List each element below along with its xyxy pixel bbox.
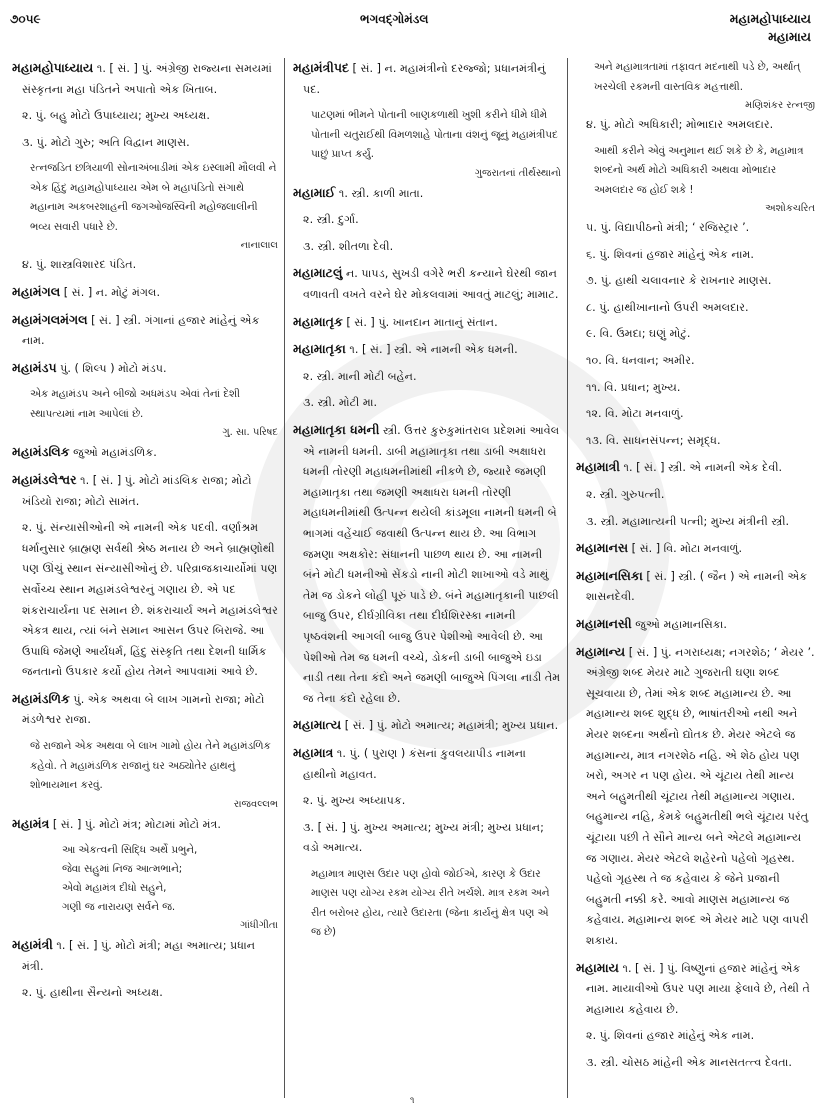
citation-source: ગાંધીગીતા <box>240 920 278 932</box>
sense: ૩. [ સં. ] પું. મુખ્ય અમાત્ય; મુખ્ય મંત્રી; મુખ્ય પ્રધાન; વડો અમાત્ય. <box>303 820 544 855</box>
sense: ૨. સ્ત્રી. ગુરુપત્ની. <box>586 488 665 502</box>
citation-quote: અને મહામાત્રતામાં તફાવત મદનાથી પડે છે, અર્થાત્ ખરચેલી રકમની વાસ્તવિક મહત્તાથી. <box>594 61 801 93</box>
definition: [ સં. ] પું. ખાનદાન માતાનું સંતાન. <box>342 315 498 329</box>
book-title: ભગવદ્ગોમંડલ <box>360 12 429 26</box>
sense: ૩. સ્ત્રી. મહામાત્યની પત્ની; મુખ્ય મંત્રીની સ્ત્રી. <box>586 514 790 528</box>
headword: મહામાટલું <box>293 265 343 281</box>
definition: [ સં. ] સ્ત્રી. ગંગાનાં હજાર માંહેનું એક નામ. <box>22 313 260 348</box>
dictionary-entry <box>293 339 561 361</box>
headword: મહામાત્રી <box>576 459 620 475</box>
dictionary-entry <box>12 689 278 731</box>
definition: [ સં. ] વિ. મોટા મનવાળું. <box>628 542 743 556</box>
page-number: ૭૦૫૯ <box>10 12 41 26</box>
sense: ૪. પું. શાસ્ત્રવિશારદ પંડિત. <box>22 258 137 272</box>
poem-line: જેવા સહુમાં નિજ આત્મભાને; <box>62 863 183 876</box>
headword: મહામાતૃકા ધમની <box>293 422 380 438</box>
sense: ૨. પું. સંન્યાસીઓની એ નામની એક પદવી. વર્ણાશ્રમ ધર્માનુસાર બ્રાહ્મણ સર્વથી શ્રેષ્ઠ મનાય છે અને બ્રાહ્મણોથી પણ ઊંચું સ્થાન સંન્યાસીઓનું છે. પરિવ્રાજકાચાર્યોમાં પણ સર્વોચ્ચ સ્થાન મહામંડલેશ્વરનું ગણાય છે. એ પદ શંકરાચાર્યના પદ સમાન છે. શંકરાચાર્ય અને મહામંડલેશ્વર એકત્ર થાય, ત્યાં બંને સમાન આસન ઉપર બિરાજે. આ ઉપાધિ જેમણે આર્યધર્મ, હિંદુ સંસ્કૃતિ તથા દેશની ધાર્મિક જનતાનો ઉપકાર કર્યો હોય તેમને આપવામાં આવે છે. <box>22 521 278 679</box>
citation-source: રાજવલ્લભ <box>233 798 278 810</box>
dictionary-entry <box>576 457 815 479</box>
headword: મહામંગલ <box>12 283 61 299</box>
sense: ૧૧. વિ. પ્રધાન; મુખ્ય. <box>586 380 681 394</box>
sense: ૧૦. વિ. ધનવાન; અમીર. <box>586 354 695 368</box>
headword: મહામાનસી <box>576 616 632 631</box>
dictionary-entry <box>12 470 278 512</box>
footer-mark: ૧ <box>410 1096 415 1106</box>
dictionary-entry <box>293 420 561 709</box>
headword: મહામાઈ <box>293 184 336 200</box>
sense: ૪. પું. મોટો અધિકારી; મોભાદાર અમલદાર. <box>586 118 774 131</box>
poem-line: ગણી જ નારાયણ સર્વને જ. <box>62 901 176 914</box>
headword: મહામંડપ <box>12 359 57 375</box>
dictionary-entry <box>12 442 278 464</box>
definition: ૧. [ સં. ] પું. મોટો મંત્રી; મહા અમાત્ય; પ્રધાન મંત્રી. <box>22 939 256 973</box>
dictionary-entry <box>293 715 561 737</box>
dictionary-entry <box>12 310 278 352</box>
headword: મહામંડલેશ્વર <box>12 471 77 487</box>
dictionary-entry <box>576 614 815 636</box>
sense: ૨. પું. શિવનાં હજાર માંહેનું એક નામ. <box>586 1029 755 1043</box>
headword: મહામાનસિકા <box>576 567 643 583</box>
sense: ૧૩. વિ. સાધનસંપન્ન; સમૃદ્ધ. <box>586 433 721 447</box>
headword: મહામાનસ <box>576 540 629 556</box>
headword: મહામાય <box>576 959 619 975</box>
citation-quote: પાટણમાં ભીમને પોતાની બાણકળાથી ખુશી કરીને ધીમે ધીમે પોતાની ચતુરાઈથી વિમળશાહે પોતાના વંશનું જૂનું મહામંત્રીપદ પાછું પ્રાપ્ત કર્યું. <box>311 109 558 161</box>
definition: સ્ત્રી. ઉત્તર કુરુકુમાંતરાલ પ્રદેશમાં આવેલ એ નામની ધમની. ડાબી મહામાતૃકા તથા ડાબી અક્ષાધરા ધમની તોરણી મહાધમનીમાંથી નીકળે છે, જ્યારે જમણી મહામાતૃકા તથા જમણી અક્ષાધરા ધમની તોરણી મહાધમનીમાંથી ઉત્પન્ન થયેલી કાંડમૂલા નામની ધમની બે ભાગમાં વહેંચાઈ જવાથી ઉત્પન્ન થાય છે. આ વિભાગ જમણા અક્ષકોર: સંધાનની પાછળ થાય છે. આ નામની બંને મોટી ધમનીઓ સેંકડો નાની મોટી શાખાઓ વડે માથું તેમ જ ડોકને લોહી પૂરું પાડે છે. બંને મહામાતૃકાની પાછલી બાજુ ઉપર, દીર્ઘગ્રીવિકા તથા દીર્ઘશિરસ્કા નામની પૃષ્ઠવંશની આગલી બાજુ ઉપર પેશીઓ આવેલી છે. આ પેશીઓ તેમ જ ધમની વચ્ચે, ડોકની ડાબી બાજુએ ઇડા નાડી તથા તેના કંદો અને જમણી બાજુએ પિંગલા નાડી તેમ જ તેના કંદો રહેલા છે. <box>303 424 561 705</box>
headword: મહામંત્ર <box>12 815 50 831</box>
citation-source: ગુ. સા. પરિષદ <box>222 427 278 439</box>
column-2 <box>284 58 568 1098</box>
headword: મહામહોપાધ્યાય <box>12 60 94 75</box>
sense: ૨. પું. હાથીના સૈન્યનો અધ્યક્ષ. <box>22 986 163 1000</box>
poem-line: એવો મહામંત્ર દીધો સહુને, <box>62 882 167 895</box>
dictionary-entry <box>12 282 278 304</box>
guide-words <box>730 10 811 46</box>
dictionary-entry <box>12 814 278 836</box>
definition: પું. એક અથવા બે લાખ ગામનો રાજા; મોટો મંડળેશ્વર રાજા. <box>22 692 265 727</box>
sense: ૬. પું. શિવનાં હજાર માંહેનું એક નામ. <box>586 247 754 261</box>
column-1 <box>6 58 284 1098</box>
citation-quote: જે રાજાને એક અથવા બે લાખ ગામો હોય તેને મહામંડળિક કહેવો. તે મહામંડળિક રાજાનું ઘર અઠ્યોતેર હાથનું શોભાયમાન કરવું. <box>30 740 271 792</box>
dictionary-entry <box>576 566 815 608</box>
poem-line: આ એકત્વની સિદ્ધિ અર્થે પ્રભુને, <box>62 844 198 857</box>
definition: ૧. [ સં. ] પું. અંગ્રેજી રાજ્યના સમયમાં સંસ્કૃતના મહા પંડિતને અપાતો એક ખિતાબ. <box>22 62 272 96</box>
definition: [ સં. ] ન. મહામંત્રીનો દરજ્જો; પ્રધાનમંત્રીનું પદ. <box>303 62 546 96</box>
dictionary-entry <box>576 642 815 952</box>
definition: પું. ( શિલ્પ ) મોટો મંડપ. <box>56 361 167 375</box>
dictionary-entry <box>293 183 561 205</box>
definition: ૧. [ સં. ] પું. વિષ્ણુનાં હજાર માંહેનું એક નામ. માયાવીઓ ઉપર પણ માયા ફેલાવે છે, તેથી તે મહામાય કહેવાય છે. <box>586 961 810 1016</box>
sense: ૭. પું. હાથી ચલાવનાર કે રાખનાર માણસ. <box>586 274 772 288</box>
headword: મહામંત્રીપદ <box>293 60 349 75</box>
definition: [ સં. ] પું. મોટો મંત્ર; મોટામાં મોટો મંત્ર. <box>49 817 221 831</box>
definition: ૧. [ સં. ] પું. મોટો માંડલિક રાજા; મોટો ખંડિયો રાજા; મોટો સામંત. <box>22 473 252 508</box>
dictionary-entry <box>12 58 278 100</box>
dictionary-entry <box>293 263 561 305</box>
definition: ૧. [ સં. ] સ્ત્રી. એ નામની એક દેવી. <box>619 461 783 475</box>
citation-source: મણિશંકર રત્નજી <box>745 100 815 111</box>
sense: ૮. પું. હાથીખાનાનો ઉપરી અમલદાર. <box>586 300 749 314</box>
dictionary-entry <box>576 958 815 1021</box>
column-3 <box>568 58 821 1098</box>
citation-quote: રત્નજડિત છત્રિયાળી સોનાઅંબાડીમાં એક ઇસ્લામી મૌલવી ને એક હિંદુ મહામહોપાધ્યાય એમ બે મહાપંડિતો સંગાથે મહાનામ અકબરશાહની જગઓજસ્વિની મહોજલાલીની ભવ્ય સવારી પધારે છે. <box>30 162 277 233</box>
definition: જુઓ મહામંડળિક. <box>69 446 157 460</box>
dictionary-entry <box>293 743 561 785</box>
definition: ૧. સ્ત્રી. કાળી માતા. <box>335 186 424 200</box>
sense: ૨. સ્ત્રી. દુર્ગા. <box>303 213 359 227</box>
dictionary-entry <box>576 538 815 560</box>
definition: જુઓ મહામાનસિકા. <box>631 618 727 631</box>
citation-source: નાનાલાલ <box>240 240 278 252</box>
headword: મહામાત્ર <box>293 744 334 760</box>
citation-source: ગુજરાતનાં તીર્થસ્થાનો <box>474 167 561 179</box>
headword: મહામાતૃક <box>293 313 343 329</box>
definition: [ સં. ] પું. મોટો અમાત્ય; મહામંત્રી; મુખ્ય પ્રધાન. <box>341 719 559 733</box>
headword: મહામાત્ય <box>293 717 342 733</box>
headword: મહામાતૃકા <box>293 341 346 357</box>
sense: ૫. પું. વિદ્યાપીઠનો મંત્રી; ‘ રજિસ્ટ્રાર ’. <box>586 221 750 235</box>
headword: મહામંગલમંગલ <box>12 311 88 327</box>
definition: ૧. [ સં. ] સ્ત્રી. એ નામની એક ધમની. <box>345 343 518 357</box>
sense: ૨. સ્ત્રી. માની મોટી બહેન. <box>303 369 417 383</box>
headword: મહામંત્રી <box>12 937 53 953</box>
citation-quote: મહામાત્ર માણસ ઉદાર પણ હોવો જોઈએ, કારણ કે ઉદાર માણસ પણ યોગ્ય રકમ યોગ્ય રીતે ખર્ચશે. માત્ર રકમ અને રીત બરોબર હોય, ત્યારે ઉદારતા (જેના કાર્યનું ક્ષેત્ર પણ એ જ છે) <box>311 867 550 939</box>
sense: ૩. પું. મોટો ગુરુ; અતિ વિદ્વાન માણસ. <box>22 135 190 149</box>
dictionary-entry <box>293 58 561 100</box>
headword: મહામાન્ય <box>576 643 626 659</box>
sense: ૩. સ્ત્રી. ચોસઠ માંહેની એક માનસતત્ત્વ દેવતા. <box>586 1055 792 1069</box>
dictionary-entry <box>12 935 278 977</box>
page-header <box>0 6 825 46</box>
definition: [ સં. ] પું. નગરાધ્યક્ષ; નગરશેઠ; ‘ મેયર ’. અંગ્રેજી શબ્દ મેયર માટે ગુજરાતી ઘણા શબ્દ સૂચવાયા છે, તેમાં એક શબ્દ મહામાન્ય છે. આ મહામાન્ય શબ્દ શુદ્ધ છે, ભાષાંતરીઓ નથી અને મેયર શબ્દના અર્થનો દ્યોતક છે. મેયર એટલે જ મહામાન્ય, માત્ર નગરશેઠ નહિ. એ શેઠ હોય પણ ખરો, અગર ન પણ હોય. એ ચૂંટાય તેથી માન્ય અને બહુમતીથી ચૂંટાય તેથી મહામાન્ય ગણાય. બહુમાન્ય નહિ, કેમકે બહુમતીથી ભલે ચૂંટાય પરંતુ ચૂંટાયા પછી તે સૌને માન્ય બને એટલે મહામાન્ય જ ગણાય. મેયર એટલે શહેરનો પહેલો ગૃહસ્થ. પહેલો ગૃહસ્થ તે જ કહેવાય કે જેને પ્રજાની બહુમતી નક્કી કરે. આવો માણસ મહામાન્ય જ કહેવાય. મહામાન્ય શબ્દ એ મેયર માટે પણ વાપરી શકાય. <box>586 645 815 947</box>
sense: ૩. સ્ત્રી. મોટી મા. <box>303 396 378 410</box>
definition: [ સં. ] ન. મોટું મંગલ. <box>60 285 161 299</box>
guide-word-first: મહામહોપાધ્યાય <box>729 11 811 26</box>
citation-quote: એક મહામંડપ અને બીજો અધમંડપ એવાં તેનાં દેશી સ્થાપત્યમાં નામ આપેલાં છે. <box>30 388 240 420</box>
poem-quote <box>12 841 278 917</box>
citation-source: અશોકચરિત <box>765 203 815 215</box>
sense: ૯. વિ. ઉમદા; ઘણું મોટું. <box>586 327 691 341</box>
dictionary-entry <box>293 312 561 334</box>
dictionary-entry <box>12 358 278 380</box>
sense: ૨. પું. બહુ મોટો ઉપાધ્યાય; મુખ્ય અધ્યક્ષ. <box>22 109 210 123</box>
headword: મહામંડળિક <box>12 690 70 706</box>
guide-word-last: મહામાય <box>768 29 811 44</box>
headword: મહામંડલિક <box>12 444 70 460</box>
dictionary-columns <box>6 58 821 1098</box>
definition: ન. પાપડ, સુખડી વગેરે ભરી કન્યાને ઘેરથી જાન વળાવતી વખતે વરને ઘેર મોકલવામાં આવતું માટલું; મામાટ. <box>303 267 559 302</box>
sense: ૨. પું. મુખ્ય અધ્યાપક. <box>303 794 406 808</box>
definition: ૧. પું. ( પુરાણ ) કંસનાં કુવલયાપીડ નામના હાથીનો મહાવત. <box>303 746 526 781</box>
definition: [ સં. ] સ્ત્રી. ( જૈન ) એ નામની એક શાસનદેવી. <box>586 569 808 604</box>
citation-quote: આથી કરીને એવું અનુમાન થઈ શકે છે કે, મહામાત્ર શબ્દનો અર્થ મોટો અધિકારી અથવા મોભાદાર અમલદાર જ હોઈ શકે ! <box>594 144 804 196</box>
sense: ૧૨. વિ. મોટા મનવાળું. <box>586 407 684 421</box>
sense: ૩. સ્ત્રી. શીતળા દેવી. <box>303 239 394 253</box>
